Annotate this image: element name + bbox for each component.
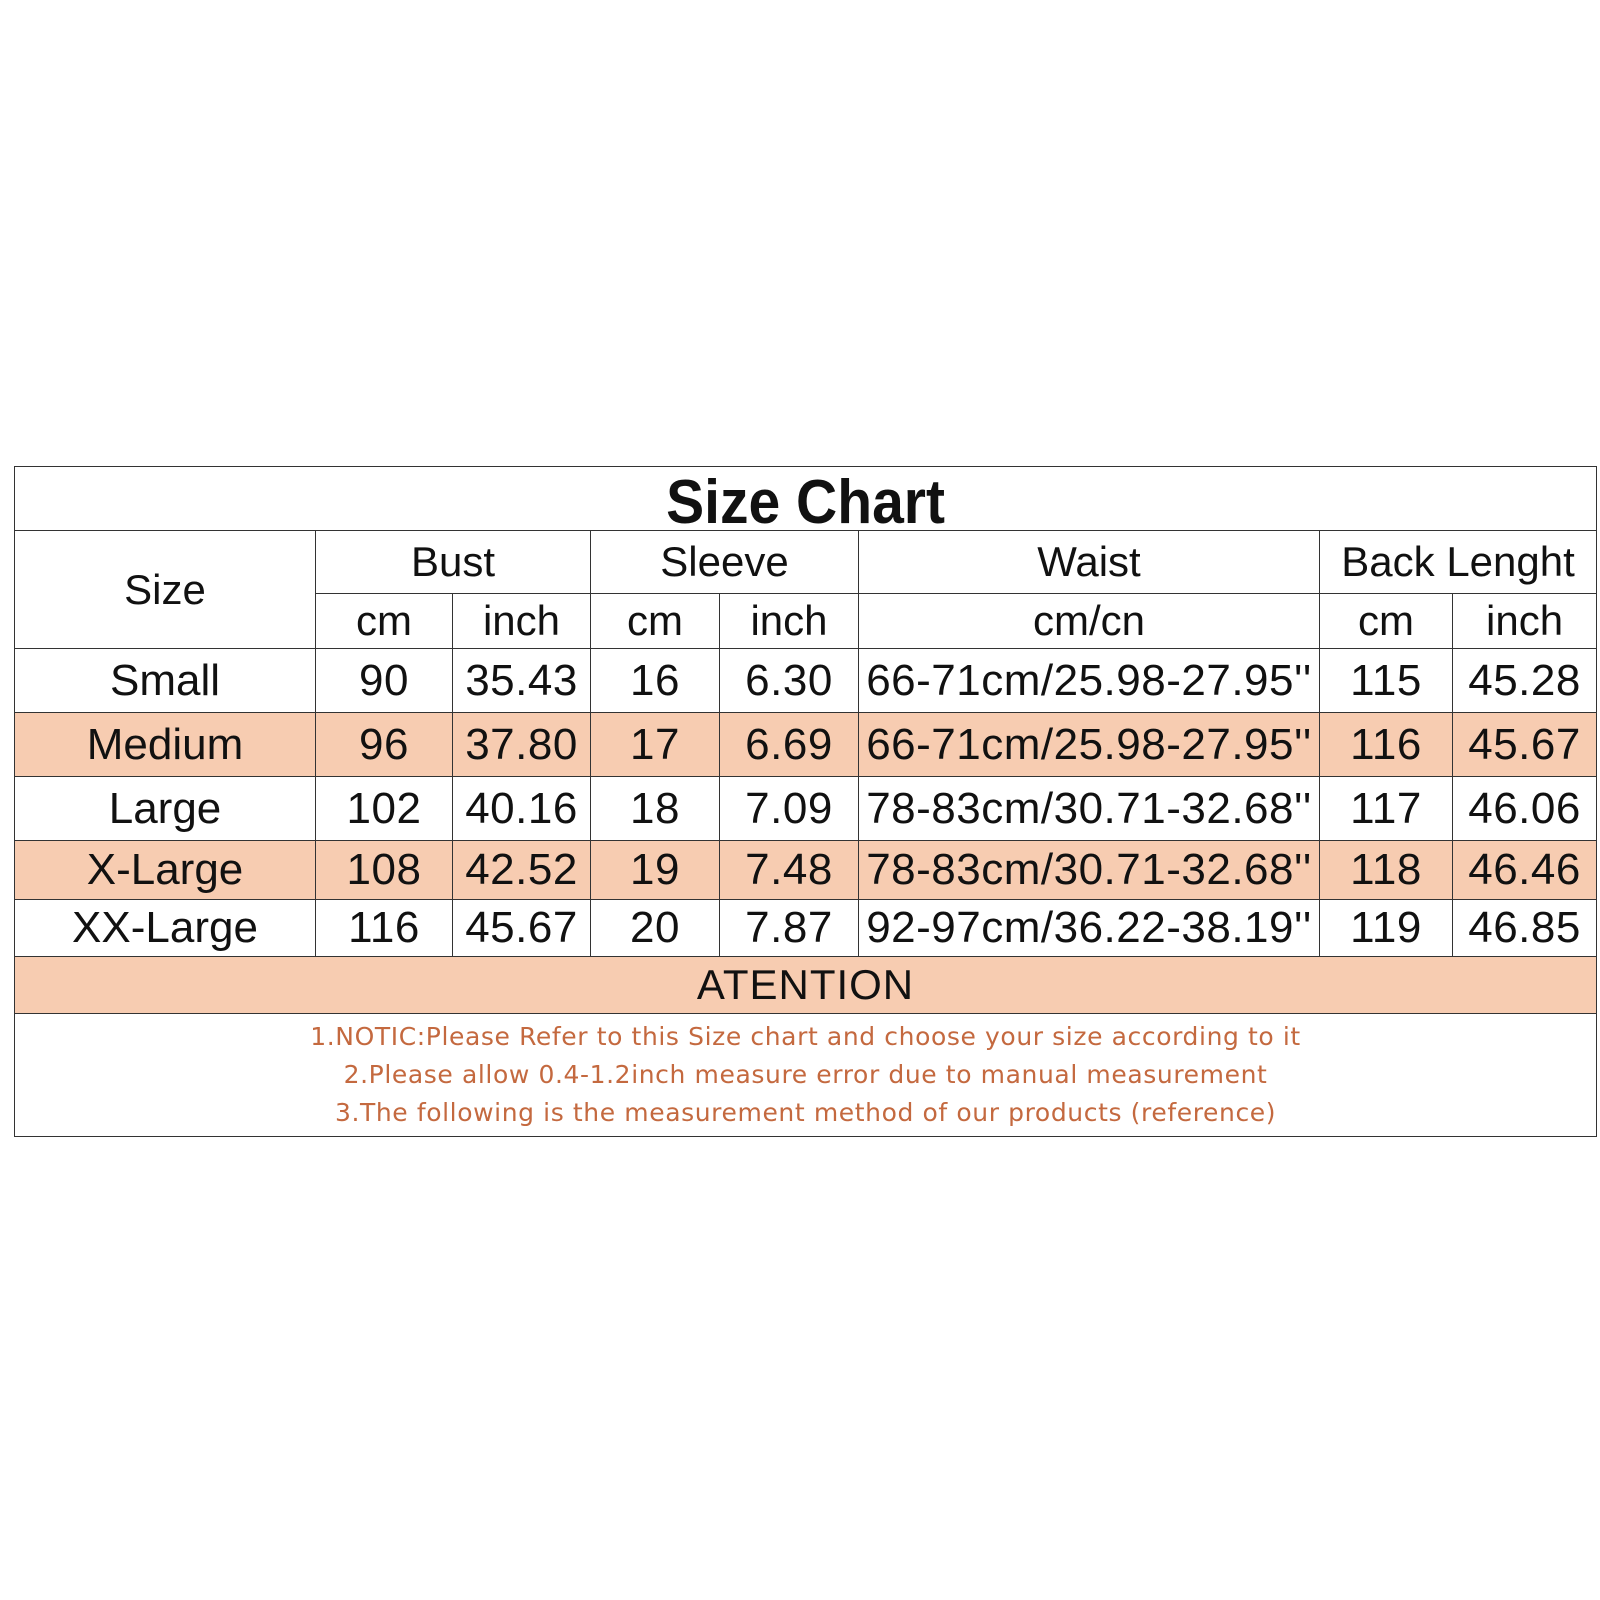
size-cell: Large <box>15 777 316 841</box>
sleeve-inch-cell: 7.48 <box>720 841 859 900</box>
back-inch-cell: 45.67 <box>1453 713 1597 777</box>
unit-sleeve-cm: cm <box>591 594 720 649</box>
sleeve-inch-cell: 7.09 <box>720 777 859 841</box>
bust-inch-cell: 40.16 <box>453 777 591 841</box>
chart-title: Size Chart <box>666 468 946 531</box>
table-row <box>15 777 1597 841</box>
sleeve-inch-cell: 6.30 <box>720 649 859 713</box>
sleeve-cm-cell: 16 <box>591 649 720 713</box>
header-row-groups <box>15 531 1597 594</box>
note-line: 3.The following is the measurement method of our products (reference) <box>334 1098 1277 1127</box>
sleeve-cm-cell: 18 <box>591 777 720 841</box>
size-cell: Small <box>15 649 316 713</box>
bust-cm-cell: 102 <box>316 777 453 841</box>
note-line: 2.Please allow 0.4-1.2inch measure error due to manual measurement <box>343 1060 1268 1089</box>
table-row <box>15 649 1597 713</box>
header-back-length: Back Lenght <box>1320 531 1597 594</box>
bust-cm-cell: 96 <box>316 713 453 777</box>
table-row <box>15 900 1597 957</box>
header-bust: Bust <box>316 531 591 594</box>
sleeve-cm-cell: 17 <box>591 713 720 777</box>
table-row <box>15 841 1597 900</box>
sleeve-inch-cell: 6.69 <box>720 713 859 777</box>
unit-bust-cm: cm <box>316 594 453 649</box>
notes-cell <box>15 1014 1597 1137</box>
unit-bust-inch: inch <box>453 594 591 649</box>
bust-inch-cell: 42.52 <box>453 841 591 900</box>
back-inch-cell: 46.46 <box>1453 841 1597 900</box>
size-cell: XX-Large <box>15 900 316 957</box>
header-sleeve: Sleeve <box>591 531 859 594</box>
unit-sleeve-inch: inch <box>720 594 859 649</box>
back-cm-cell: 115 <box>1320 649 1453 713</box>
note-line: 1.NOTIC:Please Refer to this Size chart and choose your size according to it <box>310 1022 1301 1051</box>
unit-waist: cm/cn <box>859 594 1320 649</box>
back-cm-cell: 119 <box>1320 900 1453 957</box>
back-inch-cell: 46.85 <box>1453 900 1597 957</box>
back-cm-cell: 118 <box>1320 841 1453 900</box>
attention-heading: ATENTION <box>15 957 1597 1014</box>
bust-inch-cell: 35.43 <box>453 649 591 713</box>
bust-cm-cell: 108 <box>316 841 453 900</box>
header-waist: Waist <box>859 531 1320 594</box>
sleeve-cm-cell: 20 <box>591 900 720 957</box>
sleeve-inch-cell: 7.87 <box>720 900 859 957</box>
size-cell: Medium <box>15 713 316 777</box>
waist-cell: 92-97cm/36.22-38.19'' <box>859 900 1320 957</box>
bust-inch-cell: 37.80 <box>453 713 591 777</box>
waist-cell: 66-71cm/25.98-27.95'' <box>859 649 1320 713</box>
waist-cell: 78-83cm/30.71-32.68'' <box>859 841 1320 900</box>
waist-cell: 78-83cm/30.71-32.68'' <box>859 777 1320 841</box>
notes-row <box>15 1014 1597 1137</box>
table-row <box>15 713 1597 777</box>
attention-row <box>15 957 1597 1014</box>
bust-cm-cell: 116 <box>316 900 453 957</box>
sleeve-cm-cell: 19 <box>591 841 720 900</box>
header-size: Size <box>15 531 316 649</box>
size-cell: X-Large <box>15 841 316 900</box>
waist-cell: 66-71cm/25.98-27.95'' <box>859 713 1320 777</box>
chart-title-cell <box>15 467 1597 531</box>
unit-back-inch: inch <box>1453 594 1597 649</box>
unit-back-cm: cm <box>1320 594 1453 649</box>
title-row <box>15 467 1597 531</box>
back-cm-cell: 117 <box>1320 777 1453 841</box>
back-inch-cell: 46.06 <box>1453 777 1597 841</box>
bust-inch-cell: 45.67 <box>453 900 591 957</box>
back-inch-cell: 45.28 <box>1453 649 1597 713</box>
size-chart-table <box>14 466 1597 1137</box>
bust-cm-cell: 90 <box>316 649 453 713</box>
back-cm-cell: 116 <box>1320 713 1453 777</box>
